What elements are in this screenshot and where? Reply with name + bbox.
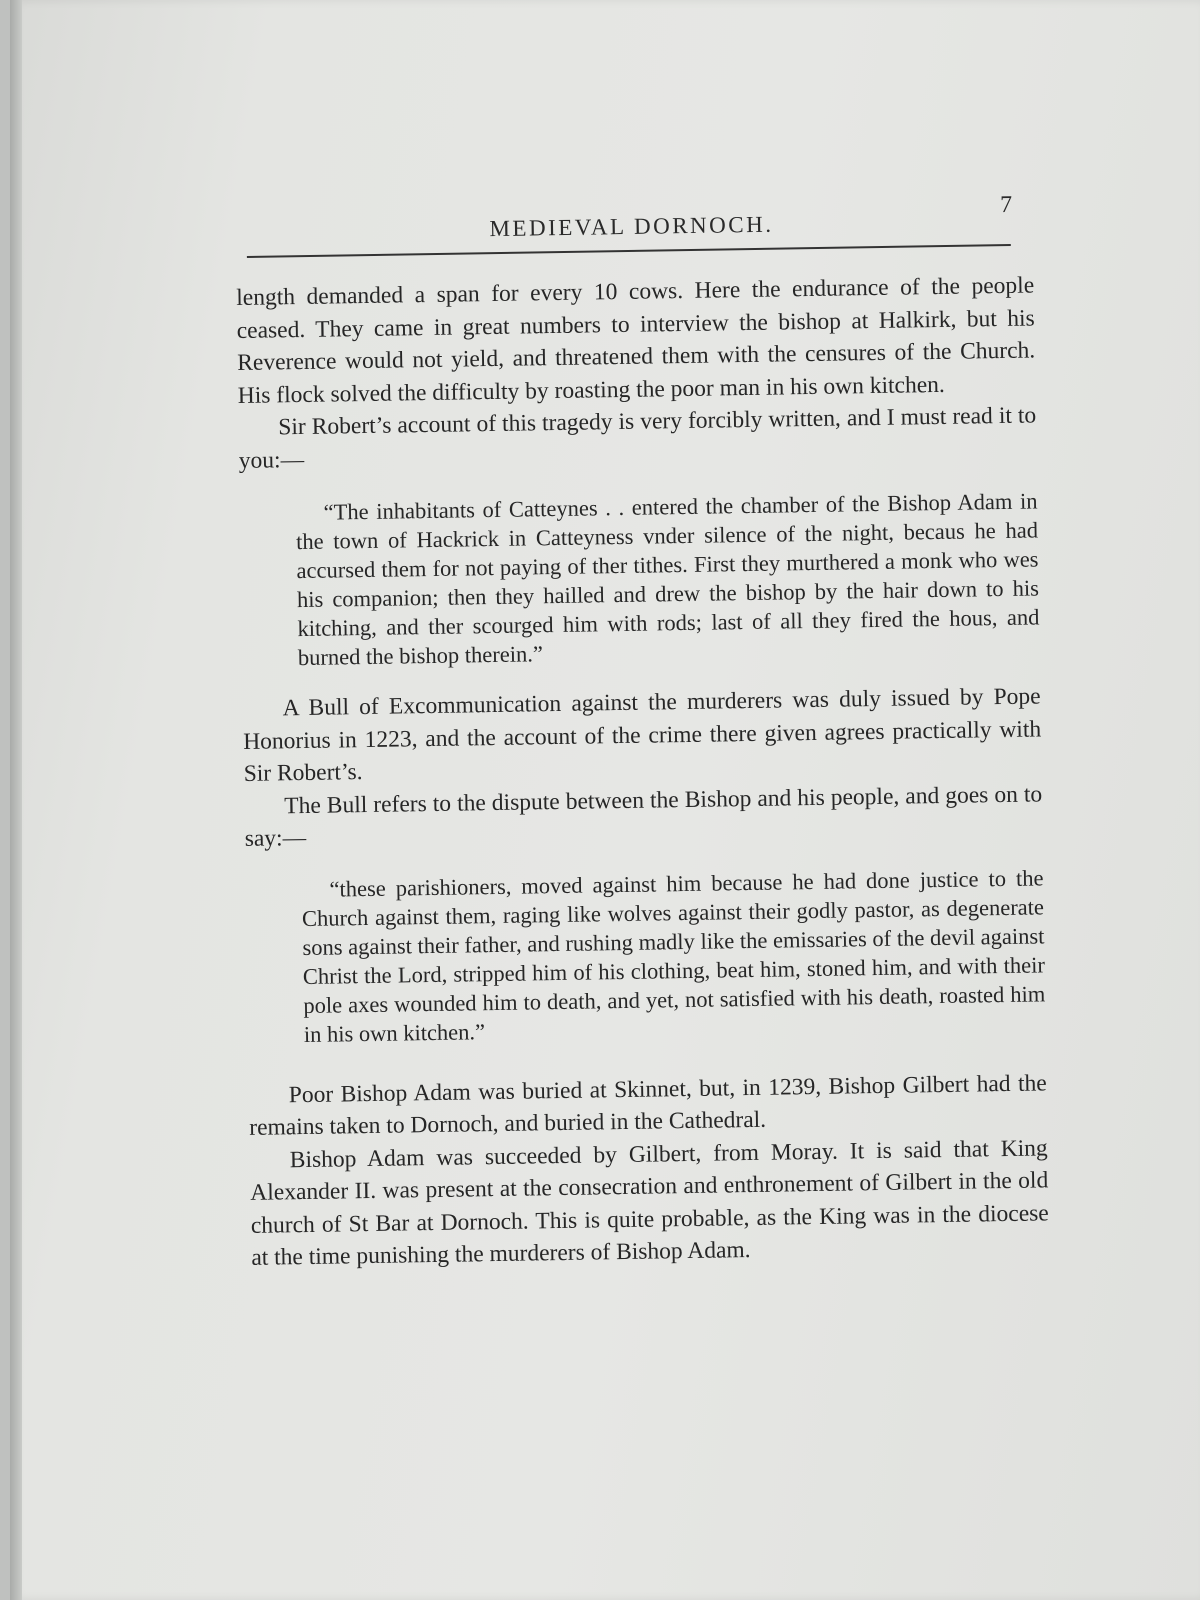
running-title: MEDIEVAL DORNOCH. [489, 211, 774, 242]
page-header [246, 188, 1017, 264]
paragraph-gilbert: Bishop Adam was succeeded by Gilbert, from Moray. It is said that King Alexander II. was present at the consecration and enthronement of Gilbert in the old church of St Bar at Dornoch. This is quite probable, as the King was in the diocese at the time punishing the murderers of Bishop Adam. [250, 1134, 1049, 1271]
page-gutter [10, 0, 22, 1600]
paragraph-sir-robert: Sir Robert’s account of this tragedy is very forcibly written, and I must read it to you:— [238, 402, 1037, 474]
paragraph-continuation: length demanded a span for every 10 cows. Here the endurance of the people ceased. They came in great numbers to interview the bishop at Halkirk, but his Reverence would not yield, and threatened them with the censures of the Church. His flock solved the difficulty by roasting the poor man in his own kitchen. [236, 272, 1036, 409]
page-number: 7 [999, 191, 1013, 219]
paragraph-bull: A Bull of Excommunication against the murderers was duly issued by Pope Honorius in 1223, and the account of the crime there given agrees practically with Sir Robert’s. [243, 683, 1042, 787]
block-quote-catteynes: “The inhabitants of Catteynes . . entered the chamber of the Bishop Adam in the town of Hackrick in Catteyness vnder silence of the night, becaus he had accursed them for not paying of ther tithes. First they murthered a monk who wes his companion; then they hailled and drew the bishop by the hair down to his kitching, and ther scourged him with rods; last of all they fired the hous, and burned the bishop therein.” [295, 488, 1040, 671]
paragraph-bull-dispute: The Bull refers to the dispute between the Bishop and his people, and goes on to say:— [244, 780, 1043, 852]
page-body [236, 269, 1049, 1274]
header-rule [247, 244, 1011, 258]
paragraph-burial: Poor Bishop Adam was buried at Skinnet, but, in 1239, Bishop Gilbert had the remains taken to Dornoch, and buried in the Cathedral. [249, 1069, 1047, 1141]
block-quote-parishioners: “these parishioners, moved against him because he had done justice to the Church against them, raging like wolves against their godly pastor, as degenerate sons against their father, and rushing madly like the emissaries of the devil against Christ the Lord, stripped him of his clothing, beat him, stoned him, and with their pole axes wounded him to death, and yet, not satisfied with his death, roasted him in his own kitchen.” [301, 864, 1046, 1047]
